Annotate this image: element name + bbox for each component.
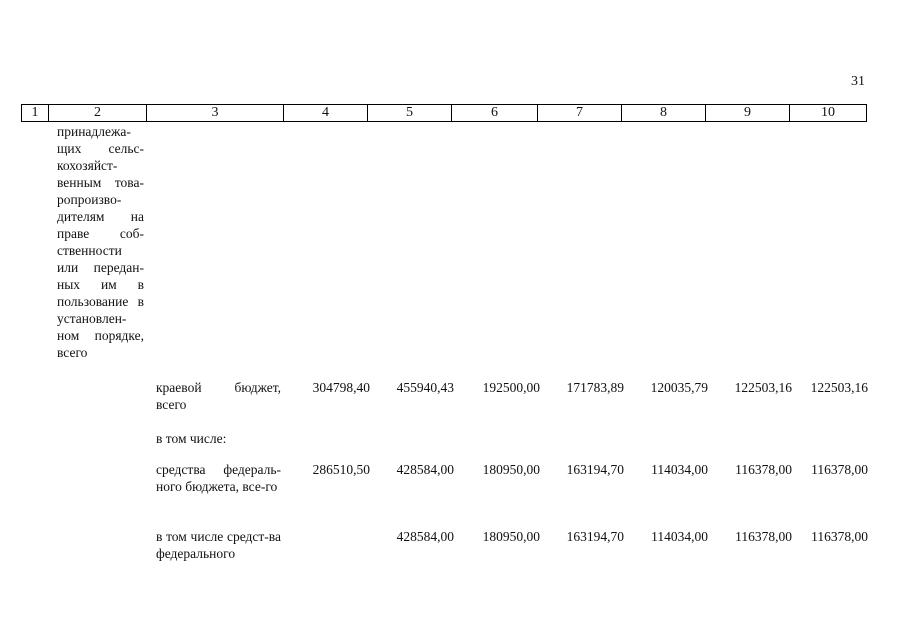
value-cell: 455940,43 xyxy=(396,380,454,395)
value-cell: 180950,00 xyxy=(482,529,540,544)
value-cell: 180950,00 xyxy=(482,462,540,477)
row-label: краевой бюджет, всего xyxy=(156,380,281,412)
value-cell: 286510,50 xyxy=(312,462,370,477)
value-cell: 116378,00 xyxy=(811,529,868,544)
col-header-9: 9 xyxy=(706,105,790,122)
value-cell: 163194,70 xyxy=(566,462,624,477)
col-header-7: 7 xyxy=(538,105,622,122)
value-cell: 122503,16 xyxy=(734,380,792,395)
col-header-10: 10 xyxy=(790,105,867,122)
column-number-header xyxy=(21,104,867,122)
value-cell: 116378,00 xyxy=(735,529,792,544)
col-header-6: 6 xyxy=(452,105,538,122)
value-cell: 428584,00 xyxy=(396,462,454,477)
value-cell: 122503,16 xyxy=(810,380,868,395)
col-header-1: 1 xyxy=(22,105,49,122)
page-number: 31 xyxy=(851,74,865,89)
value-cell: 116378,00 xyxy=(735,462,792,477)
col-header-2: 2 xyxy=(49,105,147,122)
value-cell: 171783,89 xyxy=(566,380,624,395)
value-cell: 116378,00 xyxy=(811,462,868,477)
value-cell: 120035,79 xyxy=(650,380,708,395)
value-cell: 114034,00 xyxy=(651,462,708,477)
value-cell: 114034,00 xyxy=(651,529,708,544)
header-row xyxy=(22,105,867,122)
row-label: средства федераль-ного бюджета, все-го xyxy=(156,462,281,494)
col-header-8: 8 xyxy=(622,105,706,122)
col-header-3: 3 xyxy=(147,105,284,122)
row-label: в том числе: xyxy=(156,431,227,446)
column-2-description: принадлежа-щих сельс-кохозяйст-венным това-ропроизво-дителям на праве соб-ственности или передан-ных им в пользование в установлен-ном порядке, всего xyxy=(57,124,144,360)
value-cell: 304798,40 xyxy=(312,380,370,395)
row-label: в том числе средст-ва федерального xyxy=(156,529,281,561)
col-header-5: 5 xyxy=(368,105,452,122)
value-cell: 428584,00 xyxy=(396,529,454,544)
col-header-4: 4 xyxy=(284,105,368,122)
value-cell: 163194,70 xyxy=(566,529,624,544)
value-cell: 192500,00 xyxy=(482,380,540,395)
